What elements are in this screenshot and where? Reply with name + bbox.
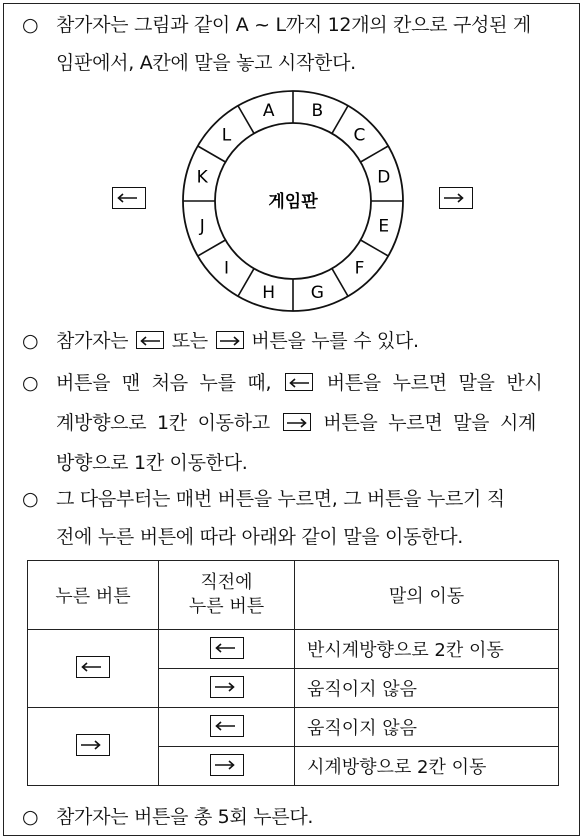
right-button-box: [76, 734, 110, 756]
board-divider: [238, 269, 254, 297]
rule-4-line2: 전에 누른 버튼에 따라 아래와 같이 말을 이동한다.: [56, 526, 463, 548]
right-button-box: [210, 754, 244, 776]
board-cell-h: H: [262, 282, 276, 303]
left-arrow-icon: [214, 719, 240, 733]
bullet: ○: [22, 806, 39, 828]
right-arrow-icon: [286, 416, 310, 430]
right-arrow-icon: [219, 334, 243, 348]
board-cell-f: F: [354, 258, 365, 279]
header-previous-line2: 누른 버튼: [188, 596, 265, 617]
board-center-label: 게임판: [268, 192, 318, 212]
table-header-row: [28, 561, 559, 630]
left-button-box: [210, 715, 244, 737]
left-button-inline: [136, 331, 164, 349]
game-board: [180, 88, 406, 314]
rule-5-text: 참가자는 버튼을 총 5회 누른다.: [56, 806, 314, 828]
board-cell-k: K: [196, 167, 208, 188]
intro-line-2: 임판에서, A칸에 말을 놓고 시작한다.: [56, 52, 356, 74]
rule-2-text-c: 버튼을 누를 수 있다.: [251, 330, 419, 352]
board-divider: [332, 269, 348, 297]
rule-2-text-b: 또는: [171, 330, 208, 352]
left-arrow-icon: [80, 660, 106, 674]
header-previous: [159, 561, 295, 630]
board-cell-g: G: [310, 282, 324, 303]
board-divider: [361, 146, 389, 162]
move-cell: 움직이지 않음: [295, 669, 559, 708]
left-button-inline: [285, 373, 313, 391]
board-divider: [198, 146, 226, 162]
board-divider: [198, 240, 226, 256]
header-previous-line1: 직전에: [200, 572, 253, 593]
right-arrow-icon: [443, 191, 467, 205]
right-arrow-icon: [214, 680, 240, 694]
table-row: [28, 708, 559, 747]
move-cell: 반시계방향으로 2칸 이동: [295, 630, 559, 669]
left-arrow-icon: [139, 334, 163, 348]
left-button-box: [76, 656, 110, 678]
bullet: ○: [22, 488, 39, 510]
rule-3-line1-b: 버튼을 누르면 말을 반시: [326, 372, 543, 394]
move-cell: 움직이지 않음: [295, 708, 559, 747]
left-arrow-icon: [116, 191, 140, 205]
prev-cell: [159, 708, 295, 747]
header-pressed: 누른 버튼: [28, 561, 159, 630]
rule-3-line2-b: 버튼을 누르면 말을 시계: [323, 412, 537, 434]
pressed-right-cell: [28, 708, 159, 786]
board-cell-e: E: [378, 216, 390, 237]
rule-4-line1: 그 다음부터는 매번 버튼을 누르면, 그 버튼을 누르기 직: [56, 488, 505, 510]
board-cell-j: J: [199, 216, 205, 237]
right-arrow-icon: [214, 758, 240, 772]
rule-2-text-a: 참가자는: [56, 330, 129, 352]
rule-3-line2-a: 계방향으로 1칸 이동하고: [56, 412, 270, 434]
header-move: 말의 이동: [295, 561, 559, 630]
table-row: [28, 630, 559, 669]
move-cell: 시계방향으로 2칸 이동: [295, 747, 559, 786]
board-cell-i: I: [224, 258, 230, 279]
right-button-inline: [283, 413, 311, 431]
left-button-box: [210, 637, 244, 659]
right-button-inline: [216, 331, 244, 349]
right-button-box: [210, 676, 244, 698]
board-divider: [332, 106, 348, 134]
board-cell-b: B: [311, 101, 324, 122]
prev-cell: [159, 747, 295, 786]
rule-3-line3: 방향으로 1칸 이동한다.: [56, 452, 248, 474]
left-arrow-icon: [288, 376, 312, 390]
board-divider: [238, 106, 254, 134]
board-divider: [361, 240, 389, 256]
board-cell-c: C: [353, 125, 366, 146]
board-cell-d: D: [377, 167, 391, 188]
bullet: ○: [22, 330, 39, 352]
intro-line-1: 참가자는 그림과 같이 A ~ L까지 12개의 칸으로 구성된 게: [56, 14, 531, 36]
board-cell-a: A: [262, 101, 275, 122]
prev-cell: [159, 630, 295, 669]
bullet: ○: [22, 372, 39, 394]
bullet: ○: [22, 14, 39, 36]
board-left-button: [112, 187, 146, 209]
pressed-left-cell: [28, 630, 159, 708]
right-arrow-icon: [80, 738, 106, 752]
board-right-button: [439, 187, 473, 209]
board-cell-l: L: [221, 125, 232, 146]
prev-cell: [159, 669, 295, 708]
movement-rules-table: [27, 560, 559, 786]
rule-3-line1-a: 버튼을 맨 처음 누를 때,: [56, 372, 272, 394]
left-arrow-icon: [214, 641, 240, 655]
